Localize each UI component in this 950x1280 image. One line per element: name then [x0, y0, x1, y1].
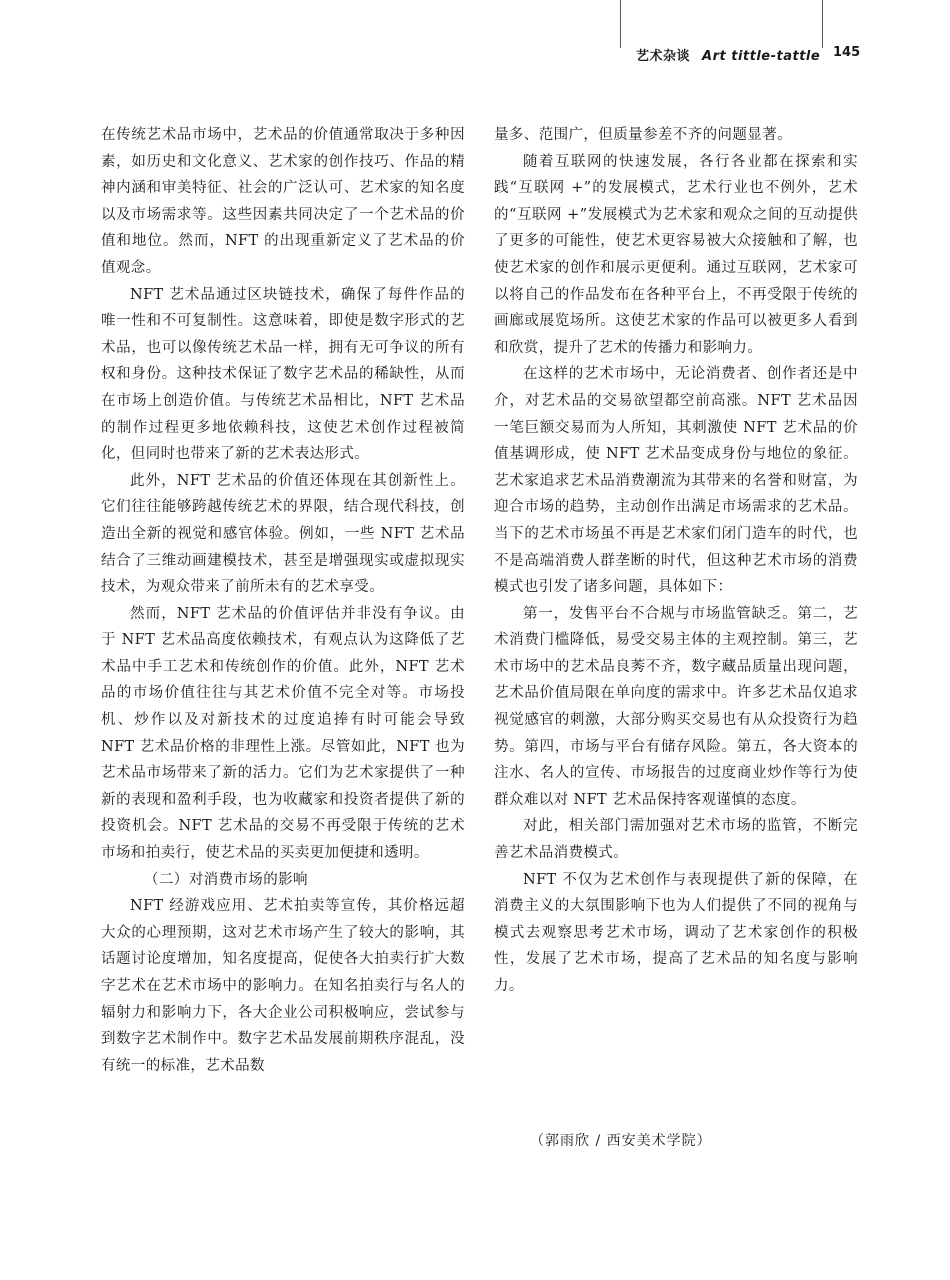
- subheading: （二）对消费市场的影响: [144, 871, 308, 888]
- paragraph: 在传统艺术品市场中，艺术品的价值通常取决于多种因素，如历史和文化意义、艺术家的创作技巧、作品的精神内涵和审美特征、社会的广泛认可、艺术家的知名度以及市场需求等。这些因素共同决定了一个艺术品的价值和地位。然而，NFT 的出现重新定义了艺术品的价值观念。: [101, 127, 465, 276]
- header-divider-right: [822, 0, 823, 48]
- left-column: [101, 122, 465, 1079]
- page-number: 145: [833, 45, 861, 60]
- paragraph: 在这样的艺术市场中，无论消费者、创作者还是中介，对艺术品的交易欲望都空前高涨。NFT 艺术品因一笔巨额交易而为人所知，其刺激使 NFT 艺术品的价值基调形成，使 NFT 艺术品变成身份与地位的象征。艺术家追求艺术品消费潮流为其带来的名誉和财富，为迎合市场的趋势，主动创作出满足市场需求的艺术品。当下的艺术市场虽不再是艺术家们闭门造车的时代，也不是高端消费人群垄断的时代，但这种艺术市场的消费模式也引发了诸多问题，具体如下：: [494, 366, 858, 596]
- paragraph: NFT 艺术品通过区块链技术，确保了每件作品的唯一性和不可复制性。这意味着，即使是数字形式的艺术品，也可以像传统艺术品一样，拥有无可争议的所有权和身份。这种技术保证了数字艺术品的稀缺性，从而在市场上创造价值。与传统艺术品相比，NFT 艺术品的制作过程更多地依赖科技，这使艺术创作过程被简化，但同时也带来了新的艺术表达形式。: [101, 286, 465, 463]
- paragraph: 此外，NFT 艺术品的价值还体现在其创新性上。它们往往能够跨越传统艺术的界限，结合现代科技，创造出全新的视觉和感官体验。例如，一些 NFT 艺术品结合了三维动画建模技术，甚至是增强现实或虚拟现实技术，为观众带来了前所未有的艺术享受。: [101, 472, 465, 596]
- paragraph: NFT 不仅为艺术创作与表现提供了新的保障，在消费主义的大氛围影响下也为人们提供了不同的视角与模式去观察思考艺术市场，调动了艺术家创作的积极性，发展了艺术市场，提高了艺术品的知名度与影响力。: [494, 871, 858, 994]
- author-signature: （郭雨欣 / 西安美术学院）: [530, 1133, 712, 1149]
- right-column: [494, 122, 858, 1000]
- paragraph: 对此，相关部门需加强对艺术市场的监管，不断完善艺术品消费模式。: [494, 818, 858, 862]
- section-title-cn: 艺术杂谈: [636, 49, 691, 64]
- running-header: [636, 45, 820, 64]
- section-title-en: Art tittle-tattle: [702, 49, 821, 64]
- paragraph: 然而，NFT 艺术品的价值评估并非没有争议。由于 NFT 艺术品高度依赖技术，有观点认为这降低了艺术品中手工艺术和传统创作的价值。此外，NFT 艺术品的市场价值往往与其艺术价值不完全对等。市场投机、炒作以及对新技术的过度追捧有时可能会导致 NFT 艺术品价格的非理性上涨。尽管如此，NFT 也为艺术品市场带来了新的活力。它们为艺术家提供了一种新的表现和盈利手段，也为收藏家和投资者提供了新的投资机会。NFT 艺术品的交易不再受限于传统的艺术市场和拍卖行，使艺术品的买卖更加便捷和透明。: [101, 605, 465, 862]
- paragraph: NFT 经游戏应用、艺术拍卖等宣传，其价格远超大众的心理预期，这对艺术市场产生了较大的影响，其话题讨论度增加，知名度提高，促使各大拍卖行扩大数字艺术在艺术市场中的影响力。在知名拍卖行与名人的辐射力和影响力下，各大企业公司积极响应，尝试参与到数字艺术制作中。数字艺术品发展前期秩序混乱，没有统一的标准，艺术品数: [101, 898, 465, 1074]
- paragraph-continuation: 量多、范围广，但质量参差不齐的问题显著。: [494, 127, 792, 143]
- paragraph: 随着互联网的快速发展，各行各业都在探索和实践“互联网 +”的发展模式，艺术行业也不例外，艺术的“互联网 +”发展模式为艺术家和观众之间的互动提供了更多的可能性，使艺术更容易被大众接触和了解，也使艺术家的创作和展示更便利。通过互联网，艺术家可以将自己的作品发布在各种平台上，不再受限于传统的画廊或展览场所。这使艺术家的作品可以被更多人看到和欣赏，提升了艺术的传播力和影响力。: [494, 153, 858, 356]
- paragraph: 第一，发售平台不合规与市场监管缺乏。第二，艺术消费门槛降低，易受交易主体的主观控制。第三，艺术市场中的艺术品良莠不齐，数字藏品质量出现问题，艺术品价值局限在单向度的需求中。许多艺术品仅追求视觉感官的刺激，大部分购买交易也有从众投资行为趋势。第四，市场与平台有储存风险。第五，各大资本的注水、名人的宣传、市场报告的过度商业炒作等行为使群众难以对 NFT 艺术品保持客观谨慎的态度。: [494, 605, 858, 808]
- header-divider-left: [620, 0, 621, 48]
